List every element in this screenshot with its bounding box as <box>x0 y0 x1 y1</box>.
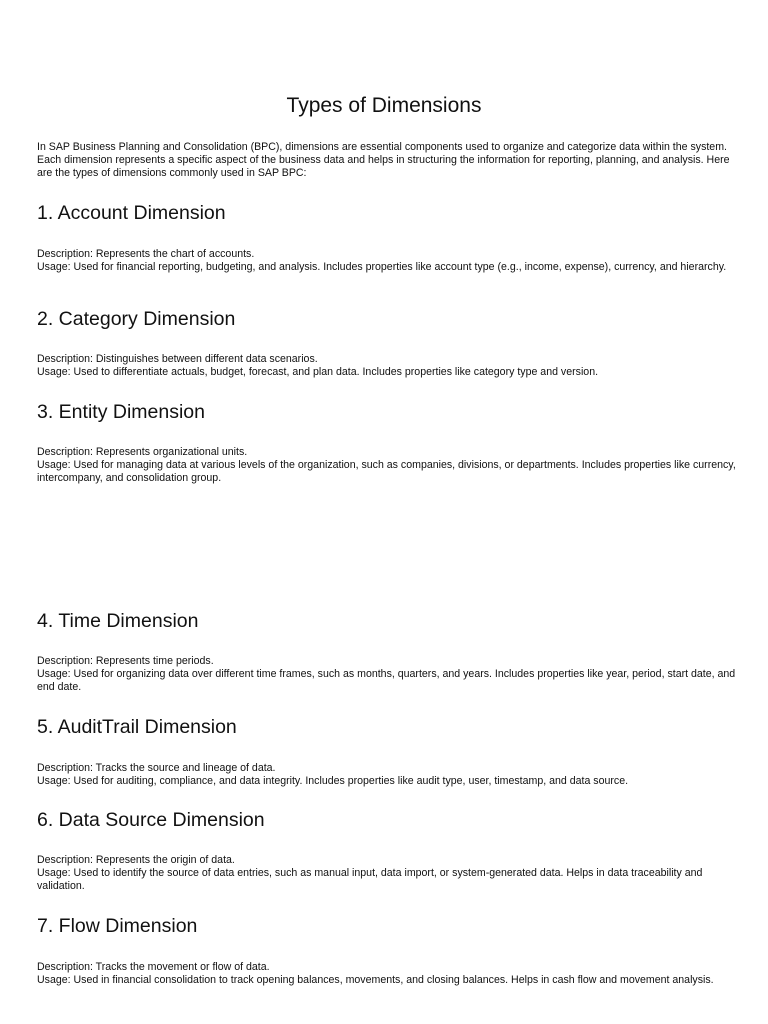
section-body-data-source <box>37 854 737 892</box>
section-heading-account: 1. Account Dimension <box>37 202 226 224</box>
section-usage: Usage: Used for auditing, compliance, and data integrity. Includes properties like audit type, user, timestamp, and data source. <box>37 774 629 787</box>
section-description: Description: Represents the chart of accounts. <box>37 248 255 260</box>
section-heading-time: 4. Time Dimension <box>37 610 199 632</box>
section-usage: Usage: Used for managing data at various levels of the organization, such as companies, divisions, or departments. Includes properties like currency, intercompany, and consolidation group. <box>37 458 736 484</box>
section-usage: Usage: Used in financial consolidation to track opening balances, movements, and closing balances. Helps in cash flow and movement analysis. <box>37 973 714 986</box>
section-usage: Usage: Used to identify the source of data entries, such as manual input, data import, or system-generated data. Helps in data traceability and validation. <box>37 866 703 892</box>
section-usage: Usage: Used for financial reporting, budgeting, and analysis. Includes properties like account type (e.g., income, expense), currency, and hierarchy. <box>37 260 727 273</box>
section-description: Description: Represents the origin of data. <box>37 854 235 866</box>
section-description: Description: Represents time periods. <box>37 655 214 667</box>
section-body-audittrail <box>37 762 737 788</box>
section-body-time <box>37 655 737 693</box>
section-usage: Usage: Used for organizing data over different time frames, such as months, quarters, and years. Includes properties like year, period, start date, and end date. <box>37 667 736 693</box>
section-description: Description: Represents organizational units. <box>37 446 248 458</box>
section-description: Description: Distinguishes between different data scenarios. <box>37 353 318 365</box>
section-body-account <box>37 248 737 274</box>
intro-paragraph: In SAP Business Planning and Consolidation (BPC), dimensions are essential components used to organize and categorize data within the system. Each dimension represents a specific aspect of the business data and helps in structuring the information for reporting, planning, and analysis. Here are the types of dimensions commonly used in SAP BPC: <box>37 141 730 179</box>
section-heading-flow: 7. Flow Dimension <box>37 915 198 937</box>
section-usage: Usage: Used to differentiate actuals, budget, forecast, and plan data. Includes properties like category type and version. <box>37 365 599 378</box>
section-body-category <box>37 353 737 379</box>
section-body-flow <box>37 961 737 987</box>
section-heading-audittrail: 5. AuditTrail Dimension <box>37 716 237 738</box>
section-description: Description: Tracks the source and lineage of data. <box>37 762 276 774</box>
section-heading-entity: 3. Entity Dimension <box>37 401 205 423</box>
section-description: Description: Tracks the movement or flow of data. <box>37 961 270 973</box>
section-heading-data-source: 6. Data Source Dimension <box>37 809 265 831</box>
section-heading-category: 2. Category Dimension <box>37 308 236 330</box>
page-title: Types of Dimensions <box>286 94 482 117</box>
section-body-entity <box>37 446 737 484</box>
